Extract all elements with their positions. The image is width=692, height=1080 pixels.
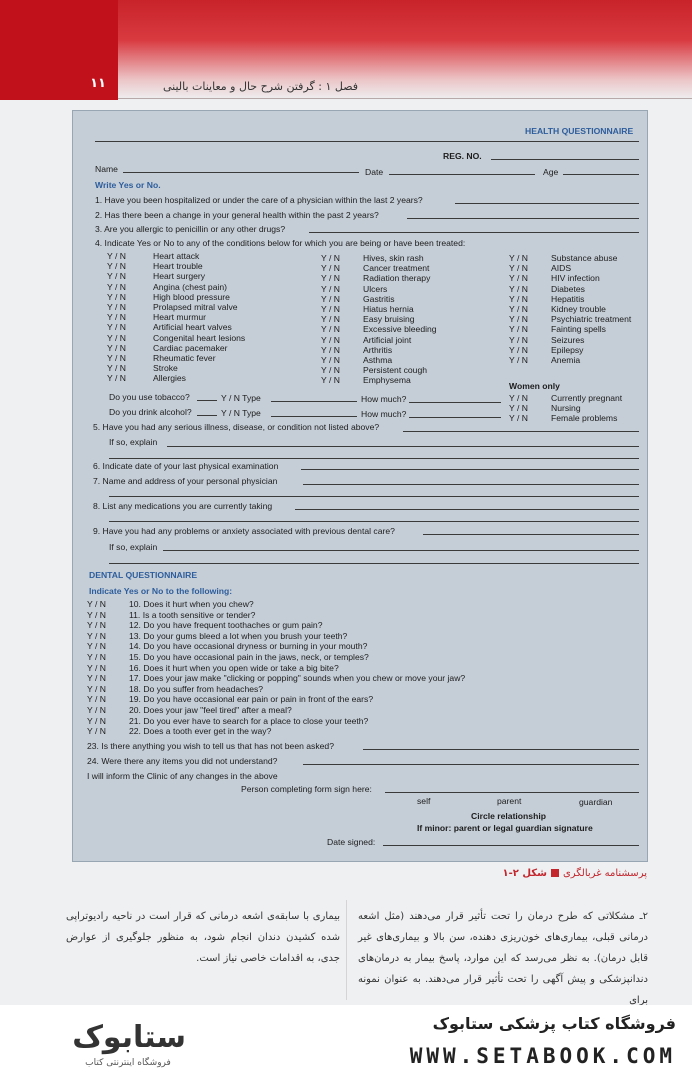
form-title: HEALTH QUESTIONNAIRE (525, 126, 634, 136)
tobacco-type-field[interactable] (271, 401, 357, 402)
condition-yn-toggle[interactable]: Y / N (321, 253, 340, 263)
condition-yn-toggle[interactable]: Y / N (107, 251, 126, 261)
dental-question: 14. Do you have occasional dryness or burning in your mouth? (129, 641, 368, 652)
condition-yn-toggle[interactable]: Y / N (509, 314, 528, 325)
condition-label: Arthritis (363, 344, 393, 355)
dental-question: 22. Does a tooth ever get in the way? (129, 726, 272, 737)
answer-8-extra-line[interactable] (109, 521, 639, 522)
dental-question: 17. Does your jaw make "clicking or popping" sounds when you chew or move your jaw? (129, 673, 466, 684)
condition-label: Congenital heart lesions (153, 332, 246, 343)
relationship-parent[interactable]: parent (497, 796, 522, 806)
dental-yn-toggle[interactable]: Y / N (87, 599, 106, 609)
dental-question: 20. Does your jaw "feel tired" after a meal? (129, 705, 292, 715)
question-24: 24. Were there any items you did not understand? (87, 756, 278, 766)
top-line (95, 141, 639, 142)
dental-instructions: Indicate Yes or No to the following: (89, 586, 233, 596)
dental-question: 18. Do you suffer from headaches? (129, 683, 264, 694)
condition-label: Epilepsy (551, 344, 584, 355)
answer-9-extra-line[interactable] (109, 563, 639, 564)
relationship-guardian[interactable]: guardian (579, 797, 613, 807)
condition-label: Easy bruising (363, 314, 415, 325)
condition-yn-toggle[interactable]: Y / N (107, 281, 126, 292)
condition-label: Anemia (551, 355, 581, 365)
condition-label: Heart murmur (153, 312, 207, 323)
women-yn-toggle[interactable]: Y / N (509, 393, 528, 403)
condition-label: Kidney trouble (551, 304, 606, 314)
dental-yn-toggle[interactable]: Y / N (87, 726, 106, 737)
answer-5[interactable] (403, 431, 639, 432)
women-item-label: Nursing (551, 403, 581, 414)
condition-label: Angina (chest pain) (153, 281, 228, 292)
condition-label: Radiation therapy (363, 273, 431, 284)
condition-label: Prolapsed mitral valve (153, 302, 238, 312)
dental-question: 11. Is a tooth sensitive or tender? (129, 609, 256, 620)
dental-question: 16. Does it hurt when you open wide or take a big bite? (129, 662, 339, 673)
dental-yn-toggle[interactable]: Y / N (87, 630, 106, 641)
condition-yn-toggle[interactable]: Y / N (509, 304, 528, 314)
question-8: 8. List any medications you are currently taking (93, 501, 273, 511)
chapter-title: فصل ۱ : گرفتن شرح حال و معاینات بالینی (162, 80, 358, 93)
question-3: 3. Are you allergic to penicillin or any other drugs? (95, 224, 286, 234)
age-label: Age (543, 167, 559, 177)
women-only-heading: Women only (509, 381, 560, 391)
question-7: 7. Name and address of your personal physician (93, 476, 278, 486)
condition-label: Psychiatric treatment (551, 314, 632, 325)
tobacco-how-much-label: How much? (361, 394, 407, 404)
answer-8[interactable] (295, 509, 639, 510)
condition-yn-toggle[interactable]: Y / N (321, 314, 340, 325)
answer-6[interactable] (301, 469, 639, 470)
condition-yn-toggle[interactable]: Y / N (321, 334, 340, 345)
date-signed-field[interactable] (383, 845, 639, 846)
question-1: 1. Have you been hospitalized or under the care of a physician within the last 2 years? (95, 195, 423, 205)
condition-yn-toggle[interactable]: Y / N (107, 332, 126, 343)
condition-yn-toggle[interactable]: Y / N (107, 271, 126, 282)
condition-label: Gastritis (363, 293, 395, 304)
answer-9-explain[interactable] (163, 550, 639, 551)
condition-label: Asthma (363, 355, 393, 365)
dental-yn-toggle[interactable]: Y / N (87, 694, 106, 705)
answer-2[interactable] (407, 218, 639, 219)
condition-label: Diabetes (551, 283, 585, 294)
condition-yn-toggle[interactable]: Y / N (321, 304, 340, 314)
age-field[interactable] (563, 174, 639, 175)
condition-label: Emphysema (363, 375, 411, 386)
name-label: Name (95, 164, 118, 174)
dental-question: 19. Do you have occasional ear pain or pain in front of the ears? (129, 694, 374, 705)
condition-label: HIV infection (551, 273, 600, 284)
question-4: 4. Indicate Yes or No to any of the conditions below for which you are being or have been treated: (95, 238, 466, 248)
dental-yn-toggle[interactable]: Y / N (87, 609, 106, 620)
condition-label: Seizures (551, 334, 585, 345)
tobacco-answer[interactable] (197, 400, 217, 401)
condition-yn-toggle[interactable]: Y / N (509, 324, 528, 335)
inform-statement: I will inform the Clinic of any changes in the above (87, 771, 278, 781)
condition-yn-toggle[interactable]: Y / N (321, 324, 340, 335)
condition-label: Heart trouble (153, 261, 203, 272)
condition-yn-toggle[interactable]: Y / N (321, 263, 340, 274)
dental-question: 15. Do you have occasional pain in the jaws, neck, or temples? (129, 652, 369, 662)
alcohol-answer[interactable] (197, 415, 217, 416)
condition-label: Stroke (153, 363, 178, 374)
relationship-self[interactable]: self (417, 796, 431, 806)
question-5-explain: If so, explain (109, 437, 158, 447)
condition-yn-toggle[interactable]: Y / N (321, 355, 340, 365)
condition-yn-toggle[interactable]: Y / N (509, 293, 528, 304)
condition-label: Fainting spells (551, 324, 606, 335)
page-number: ۱۱ (90, 76, 106, 91)
condition-label: Heart attack (153, 251, 200, 261)
dental-yn-toggle[interactable]: Y / N (87, 620, 106, 631)
question-5: 5. Have you had any serious illness, disease, or condition not listed above? (93, 422, 380, 432)
answer-3[interactable] (309, 232, 639, 233)
caption-label: شکل ۲-۱ (502, 868, 547, 879)
condition-yn-toggle[interactable]: Y / N (509, 273, 528, 284)
figure-caption (400, 868, 647, 879)
condition-yn-toggle[interactable]: Y / N (107, 353, 126, 363)
women-yn-toggle[interactable]: Y / N (509, 413, 528, 424)
dental-question: 21. Do you ever have to search for a place to close your teeth? (129, 715, 369, 726)
condition-yn-toggle[interactable]: Y / N (321, 293, 340, 304)
condition-label: Artificial joint (363, 334, 412, 345)
condition-yn-toggle[interactable]: Y / N (107, 302, 126, 312)
tobacco-how-much-field[interactable] (409, 402, 501, 403)
dental-title: DENTAL QUESTIONNAIRE (89, 570, 198, 580)
condition-yn-toggle[interactable]: Y / N (509, 344, 528, 355)
condition-label: AIDS (551, 263, 572, 274)
alcohol-how-much-field[interactable] (409, 417, 501, 418)
dental-yn-toggle[interactable]: Y / N (87, 715, 106, 726)
question-9: 9. Have you had any problems or anxiety associated with previous dental care? (93, 526, 395, 536)
header-rule (118, 98, 692, 99)
condition-label: Rheumatic fever (153, 353, 216, 363)
alcohol-type-label: Y / N Type (221, 408, 261, 418)
answer-23[interactable] (363, 749, 639, 750)
condition-yn-toggle[interactable]: Y / N (321, 283, 340, 294)
question-23: 23. Is there anything you wish to tell us that has not been asked? (87, 741, 334, 751)
paragraph-right: ۲ـ مشکلاتی که طرح درمان را تحت تأثیر قرار می‌دهند (مثل اشعه درمانی قبلی، بیماری‌های خون‌ریزی دهنده، سن بالا و بیماری‌های غیر قابل درمان). به نظر می‌رسد که این موارد، پاسخ بیمار به درمان‌های دندانپزشکی و پیش آگهی را تحت تأثیر قرار می‌دهند. به عنوان نمونه برای (358, 911, 648, 1005)
dental-question: 10. Does it hurt when you chew? (129, 599, 254, 609)
dental-yn-toggle[interactable]: Y / N (87, 662, 106, 673)
women-yn-toggle[interactable]: Y / N (509, 403, 528, 414)
condition-label: Persistent cough (363, 365, 428, 376)
condition-label: Substance abuse (551, 253, 618, 263)
dental-yn-toggle[interactable]: Y / N (87, 683, 106, 694)
circle-relationship: Circle relationship (471, 811, 546, 821)
paragraph-left: بیماری با سابقه‌ی اشعه درمانی که قرار است در ناحیه رادیوتراپی شده کشیدن دندان انجام شود، به منظور جلوگیری از عوارض جدی، به اقدامات خاصی نیاز است. (66, 911, 340, 964)
condition-label: Cardiac pacemaker (153, 342, 228, 353)
condition-yn-toggle[interactable]: Y / N (321, 375, 340, 386)
condition-label: Artificial heart valves (153, 322, 232, 333)
dental-yn-toggle[interactable]: Y / N (87, 705, 106, 715)
reg-no-field[interactable] (491, 159, 639, 160)
alcohol-how-much-label: How much? (361, 409, 407, 419)
condition-yn-toggle[interactable]: Y / N (107, 322, 126, 333)
condition-yn-toggle[interactable]: Y / N (509, 355, 528, 365)
dental-yn-toggle[interactable]: Y / N (87, 641, 106, 652)
dental-yn-toggle[interactable]: Y / N (87, 652, 106, 662)
condition-label: Hepatitis (551, 293, 585, 304)
condition-label: Heart surgery (153, 271, 206, 282)
reg-no-label: REG. NO. (443, 151, 482, 161)
women-item-label: Female problems (551, 413, 618, 424)
condition-label: Hiatus hernia (363, 304, 414, 314)
condition-yn-toggle[interactable]: Y / N (107, 312, 126, 323)
answer-7-extra-line[interactable] (109, 496, 639, 497)
alcohol-type-field[interactable] (271, 416, 357, 417)
condition-label: High blood pressure (153, 291, 230, 302)
condition-yn-toggle[interactable]: Y / N (321, 344, 340, 355)
date-field[interactable] (389, 174, 535, 175)
store-name: فروشگاه کتاب پزشکی ستابوک (432, 1014, 676, 1033)
write-yes-no: Write Yes or No. (95, 180, 161, 190)
answer-7[interactable] (303, 484, 639, 485)
date-label: Date (365, 167, 384, 177)
tobacco-type-label: Y / N Type (221, 393, 261, 403)
dental-yn-toggle[interactable]: Y / N (87, 673, 106, 684)
sign-label: Person completing form sign here: (241, 784, 372, 794)
condition-yn-toggle[interactable]: Y / N (107, 291, 126, 302)
condition-label: Allergies (153, 373, 186, 384)
question-2: 2. Has there been a change in your general health within the past 2 years? (95, 210, 379, 220)
signature-field[interactable] (385, 792, 639, 793)
condition-label: Hives, skin rash (363, 253, 424, 263)
condition-yn-toggle[interactable]: Y / N (509, 283, 528, 294)
condition-yn-toggle[interactable]: Y / N (509, 334, 528, 345)
caption-text: پرسشنامه غربالگری (562, 868, 647, 879)
dental-question: 13. Do your gums bleed a lot when you brush your teeth? (129, 630, 348, 641)
dental-question: 12. Do you have frequent toothaches or gum pain? (129, 620, 323, 631)
condition-label: Cancer treatment (363, 263, 430, 274)
answer-24[interactable] (303, 764, 639, 765)
caption-marker (551, 869, 559, 877)
question-9-explain: If so, explain (109, 542, 158, 552)
condition-yn-toggle[interactable]: Y / N (321, 365, 340, 376)
date-signed-label: Date signed: (327, 837, 376, 847)
condition-yn-toggle[interactable]: Y / N (107, 363, 126, 374)
logo-wordmark: ستابوک (72, 1020, 186, 1055)
column-divider (346, 900, 347, 1000)
condition-label: Ulcers (363, 283, 388, 294)
minor-note: If minor: parent or legal guardian signature (417, 823, 593, 833)
answer-1[interactable] (455, 203, 639, 204)
logo-subtitle: فروشگاه اینترنتی کتاب (85, 1058, 171, 1068)
condition-yn-toggle[interactable]: Y / N (509, 263, 528, 274)
store-url[interactable]: WWW.SETABOOK.COM (409, 1044, 676, 1068)
tobacco-question: Do you use tobacco? (109, 392, 190, 402)
health-questionnaire-form (72, 110, 648, 862)
condition-yn-toggle[interactable]: Y / N (509, 253, 528, 263)
name-field[interactable] (123, 172, 359, 173)
condition-yn-toggle[interactable]: Y / N (107, 342, 126, 353)
women-item-label: Currently pregnant (551, 393, 623, 403)
condition-yn-toggle[interactable]: Y / N (321, 273, 340, 284)
answer-5-extra-line[interactable] (109, 458, 639, 459)
question-6: 6. Indicate date of your last physical examination (93, 461, 279, 471)
answer-5-explain[interactable] (167, 446, 639, 447)
alcohol-question: Do you drink alcohol? (109, 407, 192, 417)
condition-yn-toggle[interactable]: Y / N (107, 373, 126, 384)
condition-yn-toggle[interactable]: Y / N (107, 261, 126, 272)
answer-9[interactable] (423, 534, 639, 535)
condition-label: Excessive bleeding (363, 324, 437, 335)
